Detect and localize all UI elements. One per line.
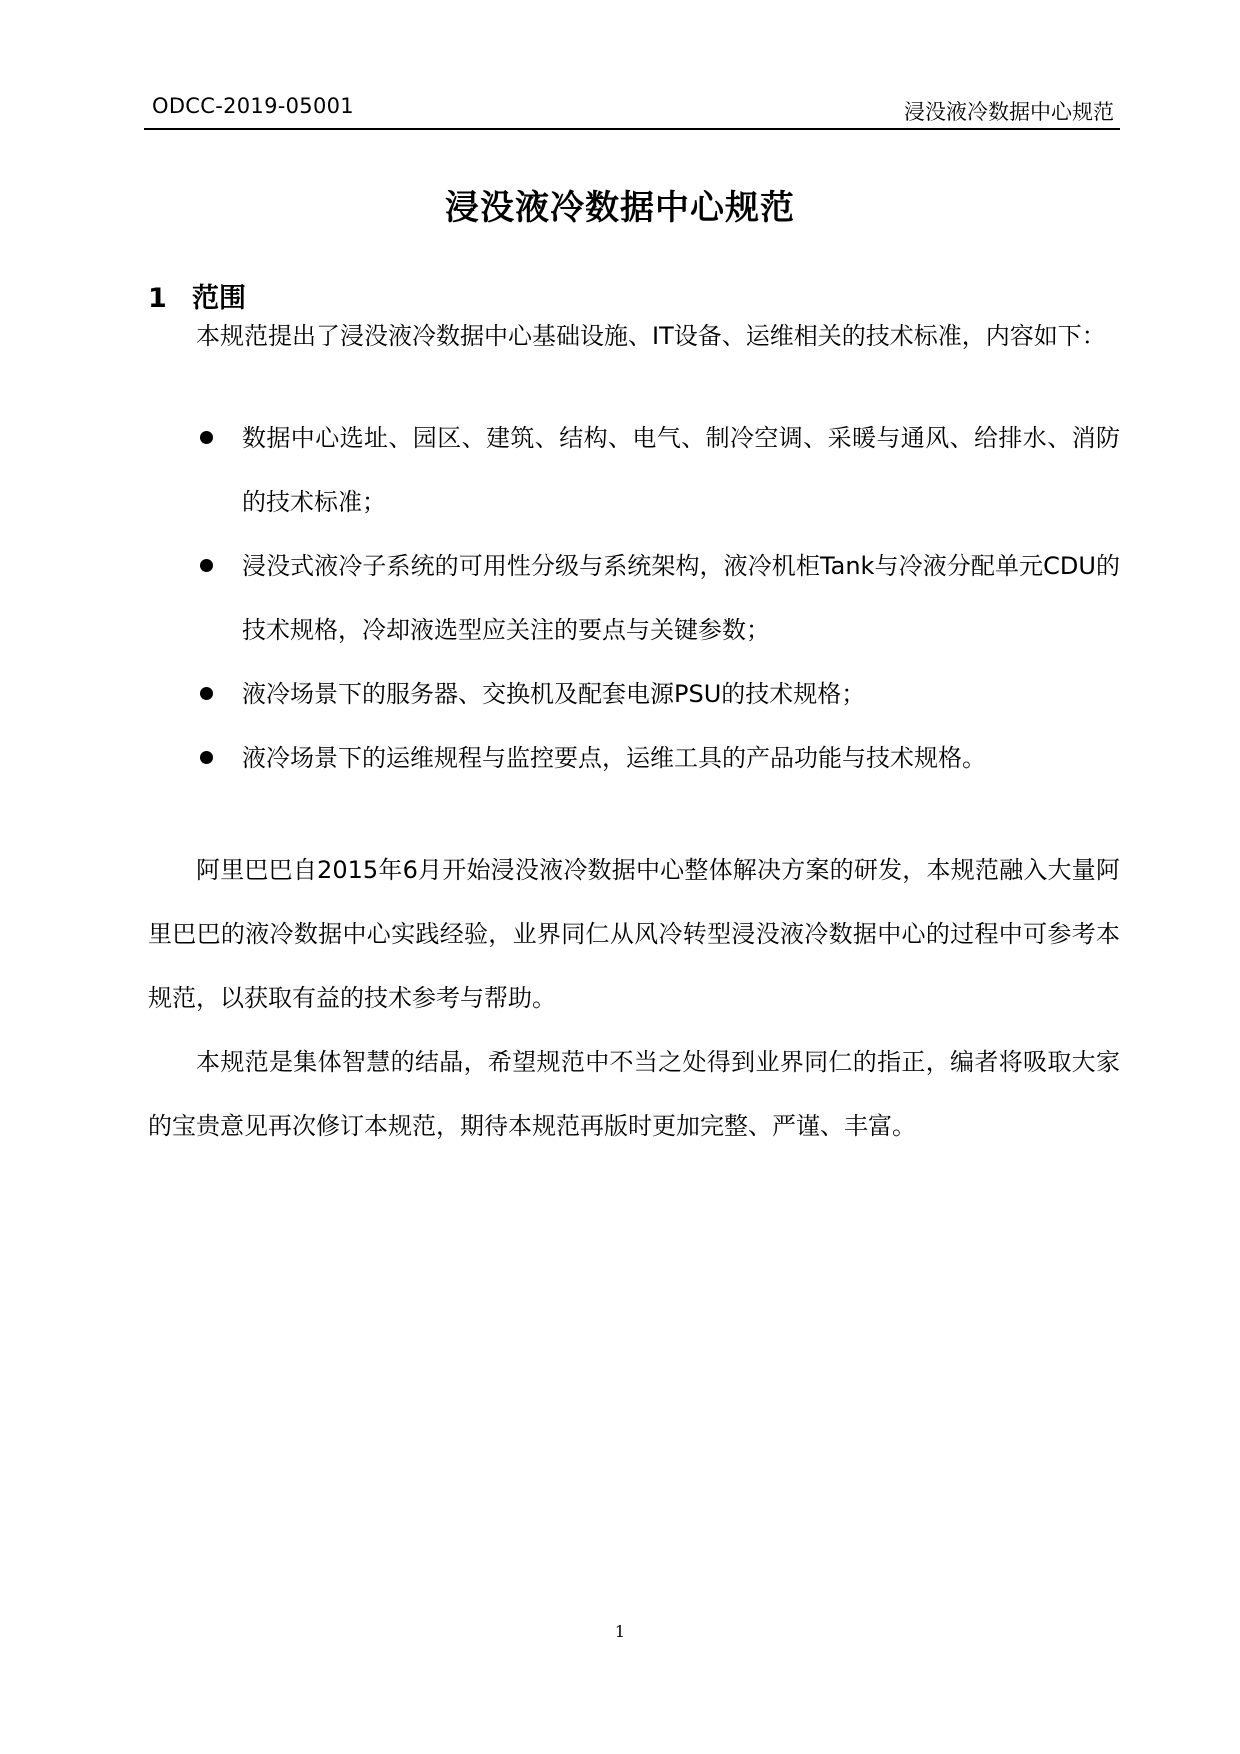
page-number: 1 bbox=[614, 1622, 626, 1641]
bullet-dot-icon bbox=[200, 559, 213, 572]
bullet-item bbox=[196, 662, 1120, 726]
section-title: 范围 bbox=[192, 283, 246, 314]
bullet-item bbox=[196, 726, 1120, 790]
document-title: 浸没液冷数据中心规范 bbox=[445, 188, 795, 228]
bullet-text: 数据中心选址、园区、建筑、结构、电气、制冷空调、采暖与通风、给排水、消防的技术标准； bbox=[242, 424, 1120, 516]
header-doc-name: 浸没液冷数据中心规范 bbox=[904, 100, 1114, 124]
bullet-dot-icon bbox=[200, 687, 213, 700]
bullet-text: 液冷场景下的运维规程与监控要点，运维工具的产品功能与技术规格。 bbox=[242, 744, 986, 772]
body-paragraph: 阿里巴巴自2015年6月开始浸没液冷数据中心整体解决方案的研发，本规范融入大量阿里巴巴的液冷数据中心实践经验，业界同仁从风冷转型浸没液冷数据中心的过程中可参考本规范，以获取有益的技术参考与帮助。 bbox=[148, 856, 1120, 1012]
bullet-text: 液冷场景下的服务器、交换机及配套电源PSU的技术规格； bbox=[242, 680, 866, 708]
section-number: 1 bbox=[148, 283, 167, 314]
scope-bullet-list bbox=[196, 406, 1120, 790]
bullet-text: 浸没式液冷子系统的可用性分级与系统架构，液冷机柜Tank与冷液分配单元CDU的技术规格，冷却液选型应关注的要点与关键参数； bbox=[242, 552, 1120, 644]
bullet-dot-icon bbox=[200, 751, 213, 764]
page-header bbox=[144, 88, 1120, 130]
bullet-item bbox=[196, 406, 1120, 534]
header-doc-code: ODCC-2019-05001 bbox=[152, 94, 354, 118]
body-paragraph: 本规范是集体智慧的结晶，希望规范中不当之处得到业界同仁的指正，编者将吸取大家的宝贵意见再次修订本规范，期待本规范再版时更加完整、严谨、丰富。 bbox=[148, 1048, 1120, 1140]
bullet-dot-icon bbox=[200, 431, 213, 444]
intro-paragraph: 本规范提出了浸没液冷数据中心基础设施、IT设备、运维相关的技术标准，内容如下： bbox=[196, 322, 1106, 350]
bullet-item bbox=[196, 534, 1120, 662]
